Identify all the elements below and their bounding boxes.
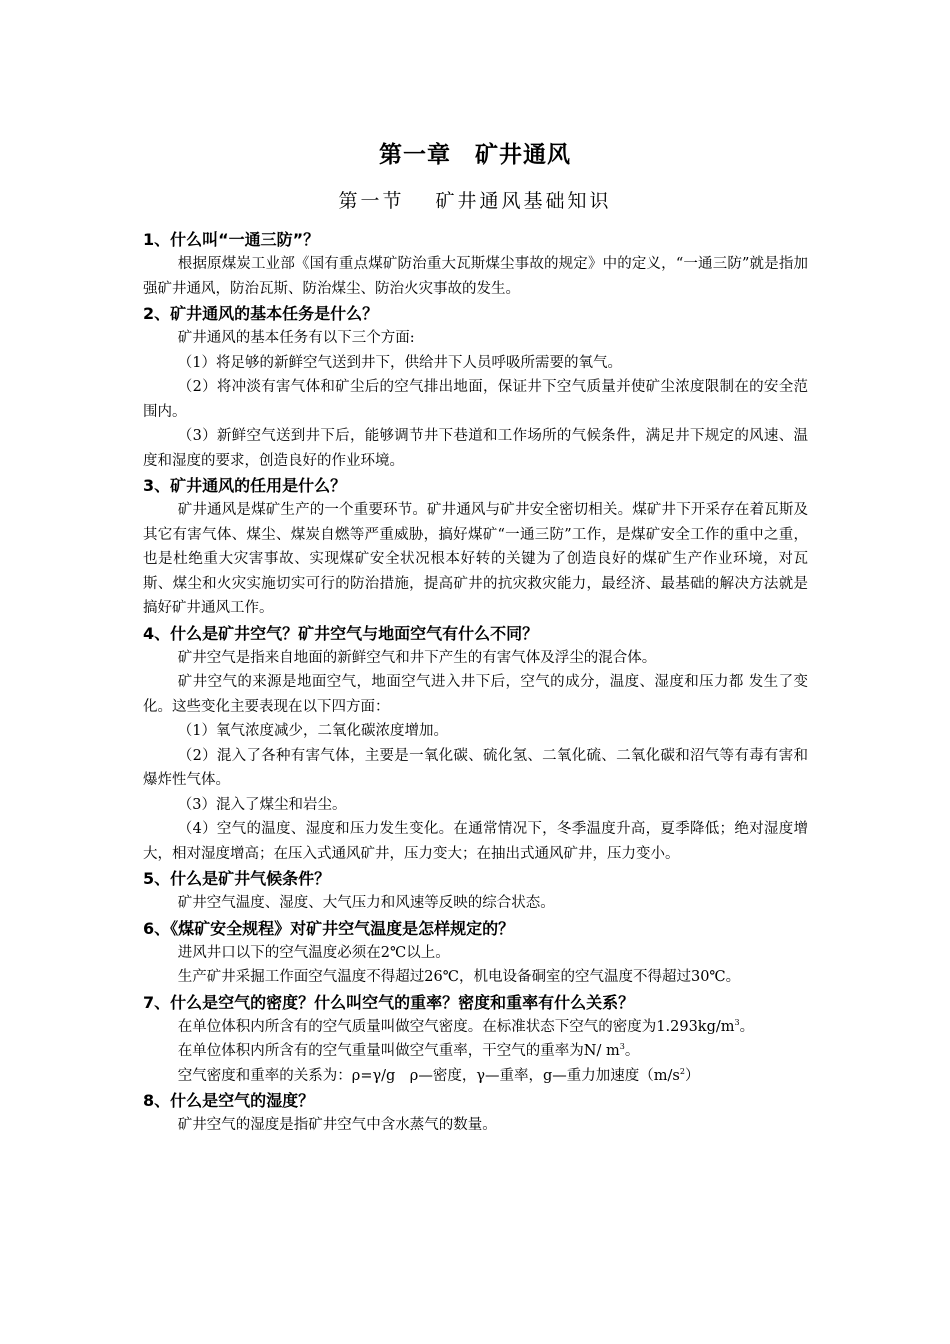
question-5-heading: 5、什么是矿井气候条件？ [143, 869, 331, 888]
relation-text: 空气密度和重率的关系为：ρ=γ/g ρ—密度，γ—重率，g—重力加速度（m/s [177, 1067, 680, 1084]
weight-ratio-text: 在单位体积内所含有的空气重量叫做空气重率，干空气的重率为N/ m [177, 1043, 620, 1059]
question-2-paragraph-2: （1）将足够的新鲜空气送到井下，供给井下人员呼吸所需要的氧气。 [177, 354, 623, 371]
question-1-heading: 1、什么叫“一通三防”？ [143, 230, 320, 249]
question-6-paragraph-1: 进风井口以下的空气温度必须在2℃以上。 [177, 944, 450, 961]
question-7-paragraph-2 [143, 1039, 808, 1064]
weight-ratio-text-end: 。 [624, 1043, 640, 1059]
document-body [143, 227, 808, 1138]
density-unit-exponent: 3 [734, 1017, 740, 1027]
question-1-paragraph: 根据原煤炭工业部《国有重点煤矿防治重大瓦斯煤尘事故的规定》中的定义，“一通三防”就是指加强矿井通风，防治瓦斯、防治煤尘、防治火灾事故的发生。 [143, 256, 808, 297]
gravity-unit-exponent: 2 [679, 1066, 685, 1076]
question-2-heading: 2、矿井通风的基本任务是什么？ [143, 304, 379, 323]
question-4-paragraph-3: （1）氧气浓度减少，二氧化碳浓度增加。 [177, 723, 449, 739]
question-7-paragraph-1 [143, 1015, 808, 1040]
question-2-paragraph-1: 矿井通风的基本任务有以下三个方面: [177, 330, 415, 346]
question-4-paragraph-4: （2）混入了各种有害气体，主要是一氧化碳、硫化氢、二氧化硫、二氧化碳和沼气等有毒有害和爆炸性气体。 [143, 747, 808, 788]
question-6-heading: 6、《煤矿安全规程》对矿井空气温度是怎样规定的？ [143, 918, 515, 938]
question-4-paragraph-2: 矿井空气的来源是地面空气，地面空气进入井下后，空气的成分，温度、湿度和压力都 发生了变化。这些变化主要表现在以下四方面： [143, 674, 808, 715]
question-4-paragraph-6: （4）空气的温度、湿度和压力发生变化。在通常情况下，冬季温度升高，夏季降低；绝对湿度增大，相对湿度增高；在压入式通风矿井，压力变大；在抽出式通风矿井，压力变小。 [143, 821, 808, 862]
question-3-paragraph: 矿井通风是煤矿生产的一个重要环节。矿井通风与矿井安全密切相关。煤矿井下开采存在着瓦斯及其它有害气体、煤尘、煤炭自燃等严重威胁，搞好煤矿“一通三防”工作，是煤矿安全工作的重中之重，也是杜绝重大灾害事故、实现煤矿安全状况根本好转的关键为了创造良好的煤矿生产作业环境，对瓦斯、煤尘和火灾实施切实可行的防治措施，提高矿井的抗灾救灾能力，最经济、最基础的解决方法就是搞好矿井通风工作。 [143, 502, 808, 616]
density-text-end: 。 [739, 1018, 755, 1035]
section-title: 第一节 矿井通风基础知识 [338, 190, 612, 212]
question-8-paragraph: 矿井空气的湿度是指矿井空气中含水蒸气的数量。 [177, 1117, 497, 1133]
density-text: 在单位体积内所含有的空气质量叫做空气密度。在标准状态下空气的密度为1.293kg/m [177, 1018, 735, 1035]
relation-text-end: ） [684, 1067, 700, 1084]
question-4-paragraph-1: 矿井空气是指来自地面的新鲜空气和井下产生的有害气体及浮尘的混合体。 [177, 649, 657, 666]
chapter-title: 第一章 矿井通风 [379, 142, 571, 168]
weight-ratio-unit-exponent: 3 [619, 1042, 625, 1052]
question-4-paragraph-5: （3）混入了煤尘和岩尘。 [177, 796, 347, 813]
question-5-paragraph: 矿井空气温度、湿度、大气压力和风速等反映的综合状态。 [177, 895, 555, 911]
question-2-paragraph-3: （2）将冲淡有害气体和矿尘后的空气排出地面，保证井下空气质量并使矿尘浓度限制在的安全范围内。 [143, 379, 808, 420]
question-7-heading: 7、什么是空气的密度？什么叫空气的重率？密度和重率有什么关系？ [143, 992, 635, 1012]
question-6-paragraph-2: 生产矿井采掘工作面空气温度不得超过26℃，机电设备硐室的空气温度不得超过30℃。 [177, 969, 741, 985]
question-7-paragraph-3 [143, 1064, 808, 1089]
question-4-heading: 4、什么是矿井空气？矿井空气与地面空气有什么不同？ [143, 623, 539, 643]
question-8-heading: 8、什么是空气的湿度？ [143, 1091, 315, 1110]
question-2-paragraph-4: （3）新鲜空气送到井下后，能够调节井下巷道和工作场所的气候条件，满足井下规定的风速、温度和湿度的要求，创造良好的作业环境。 [143, 428, 808, 469]
question-3-heading: 3、矿井通风的任用是什么？ [143, 476, 347, 495]
